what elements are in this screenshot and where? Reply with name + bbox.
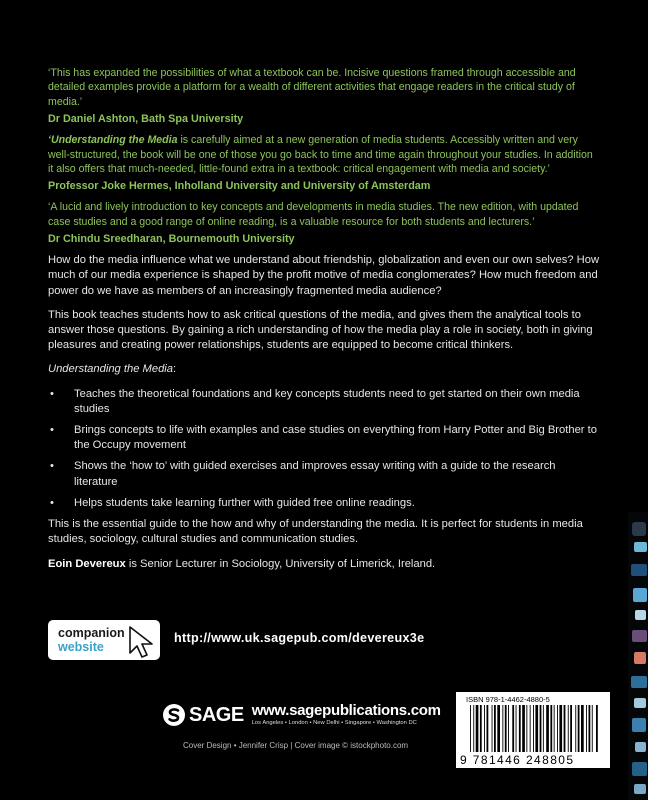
endorsement-author-1: Dr Daniel Ashton, Bath Spa University [48, 113, 244, 126]
author-name: Eoin Devereux [48, 557, 126, 570]
barcode-bar [550, 705, 552, 752]
decorative-image-strip [628, 512, 648, 800]
barcode-bar [519, 705, 521, 752]
endorsement-quote-2-title: ‘Understanding the Media [48, 134, 178, 147]
list-item-text: Shows the ‘how to’ with guided exercises and improves essay writing with a guide to the research literature [74, 460, 556, 488]
summary-paragraph: This is the essential guide to the how and why of understanding the media. It is perfect for students in media studies, sociology, cultural studies and communication studies. [48, 518, 583, 546]
feature-list [48, 387, 600, 511]
barcode-bar [530, 705, 531, 752]
isbn-barcode [456, 692, 610, 768]
publisher-site [252, 703, 441, 727]
publisher-logo: SAGE [189, 703, 244, 726]
publisher-cities: Los Angeles • London • New Delhi • Singapore • Washington DC [251, 720, 417, 726]
barcode-bar [559, 705, 562, 752]
barcode-bar [505, 705, 507, 752]
endorsement-quote-3: ‘A lucid and lively introduction to key concepts and developments in media studies. The new edition, with updated case studies and a good range of online reading, is a valuable resource for both students and lecturers.’ [48, 201, 579, 228]
endorsement-author-3: Dr Chindu Sreedharan, Bournemouth University [48, 233, 295, 246]
publisher-website[interactable]: www.sagepublications.com [251, 702, 441, 719]
bullet-icon: • [50, 424, 54, 437]
barcode-bar [487, 705, 489, 752]
barcode-bar [568, 705, 569, 752]
companion-url[interactable]: http://www.uk.sagepub.com/devereux3e [174, 631, 425, 645]
barcode-digits: 9 781446 248805 [460, 753, 575, 767]
list-item-text: Helps students take learning further with guided free online readings. [74, 496, 415, 509]
barcode-bar [526, 705, 527, 752]
cover-credits: Cover Design • Jennifer Crisp | Cover image © istockphoto.com [183, 741, 409, 750]
list-item [48, 423, 600, 453]
sage-logo-icon [162, 703, 186, 727]
barcode-bar [480, 705, 482, 752]
barcode-bar [512, 705, 514, 752]
list-item [48, 387, 600, 417]
publisher-block [162, 703, 441, 727]
author-bio [48, 557, 600, 572]
barcode-bar [470, 705, 471, 752]
barcode-bar [564, 705, 566, 752]
endorsement-quote-2 [48, 133, 600, 176]
barcode-bar [586, 705, 587, 752]
barcode-bar [578, 705, 580, 752]
description-paragraph: This book teaches students how to ask critical questions of the media, and gives them the analytical tools to answer those questions. By gaining a rich understanding of how the media play a role in society, both in giving pleasures and creating power relationships, students are equipped to become critical thinkers. [48, 308, 593, 352]
barcode-bar [596, 705, 598, 752]
barcode-bar [476, 705, 479, 752]
barcode-bar [508, 705, 509, 752]
list-item-text: Brings concepts to life with examples and case studies on everything from Harry Potter and Big Brother to the Occupy movement [74, 424, 597, 452]
barcode-bar [492, 705, 493, 752]
barcode-bar [533, 705, 534, 752]
list-item-text: Teaches the theoretical foundations and key concepts students need to get started on their own media studies [74, 387, 580, 415]
list-intro-title: Understanding the Media [48, 363, 174, 376]
isbn-label: ISBN 978-1-4462-4880-5 [466, 695, 550, 704]
endorsement-quote-1: ‘This has expanded the possibilities of what a textbook can be. Incisive questions framed through accessible and detailed examples provide a platform for a wealth of different activities that engage readers in the critical study of media.’ [48, 67, 576, 108]
companion-label: companion [58, 626, 125, 640]
barcode-bar [575, 705, 576, 752]
barcode-bar [473, 705, 474, 752]
bullet-icon: • [50, 387, 54, 400]
intro-paragraph: How do the media influence what we understand about friendship, globalization and even our own selves? How much of our media experience is shaped by the profit motive of media conglomerates? How much freedom and power do we have as members of an increasingly fragmented media audience? [48, 254, 600, 297]
cursor-arrow-icon [127, 625, 161, 661]
barcode-bar [502, 705, 503, 752]
barcode-bar [589, 705, 591, 752]
list-intro-colon: : [173, 363, 177, 376]
list-item [48, 496, 600, 511]
back-cover-text [48, 66, 600, 581]
barcode-bar [494, 705, 496, 752]
barcode-bar [543, 705, 544, 752]
list-item [48, 459, 600, 489]
barcode-bar [570, 705, 572, 752]
website-label: website [58, 640, 104, 654]
barcode-bar [484, 705, 485, 752]
endorsement-author-2: Professor Joke Hermes, Inholland University and University of Amsterdam [48, 180, 431, 193]
barcode-bar [522, 705, 525, 752]
bullet-icon: • [50, 460, 54, 473]
barcode-bar [546, 705, 549, 752]
barcode-bar [516, 705, 517, 752]
author-bio-text: is Senior Lecturer in Sociology, University of Limerick, Ireland. [125, 557, 436, 570]
barcode-bar [497, 705, 500, 752]
barcode-bar [581, 705, 584, 752]
barcode-bar [535, 705, 538, 752]
barcode-bar [540, 705, 542, 752]
endorsement-quote-2-text: is carefully aimed at a new generation of media students. Accessibly written and very well-structured, the book will be one of those you go back to time and time again throughout your studies. In addition it also offers that much-needed, little-found extra in a textbook: critical engagement with media and society.’ [48, 134, 593, 176]
bullet-icon: • [50, 496, 54, 509]
barcode-bar [554, 705, 555, 752]
barcode-bar [557, 705, 558, 752]
barcode-bar [592, 705, 593, 752]
list-intro [48, 362, 600, 377]
